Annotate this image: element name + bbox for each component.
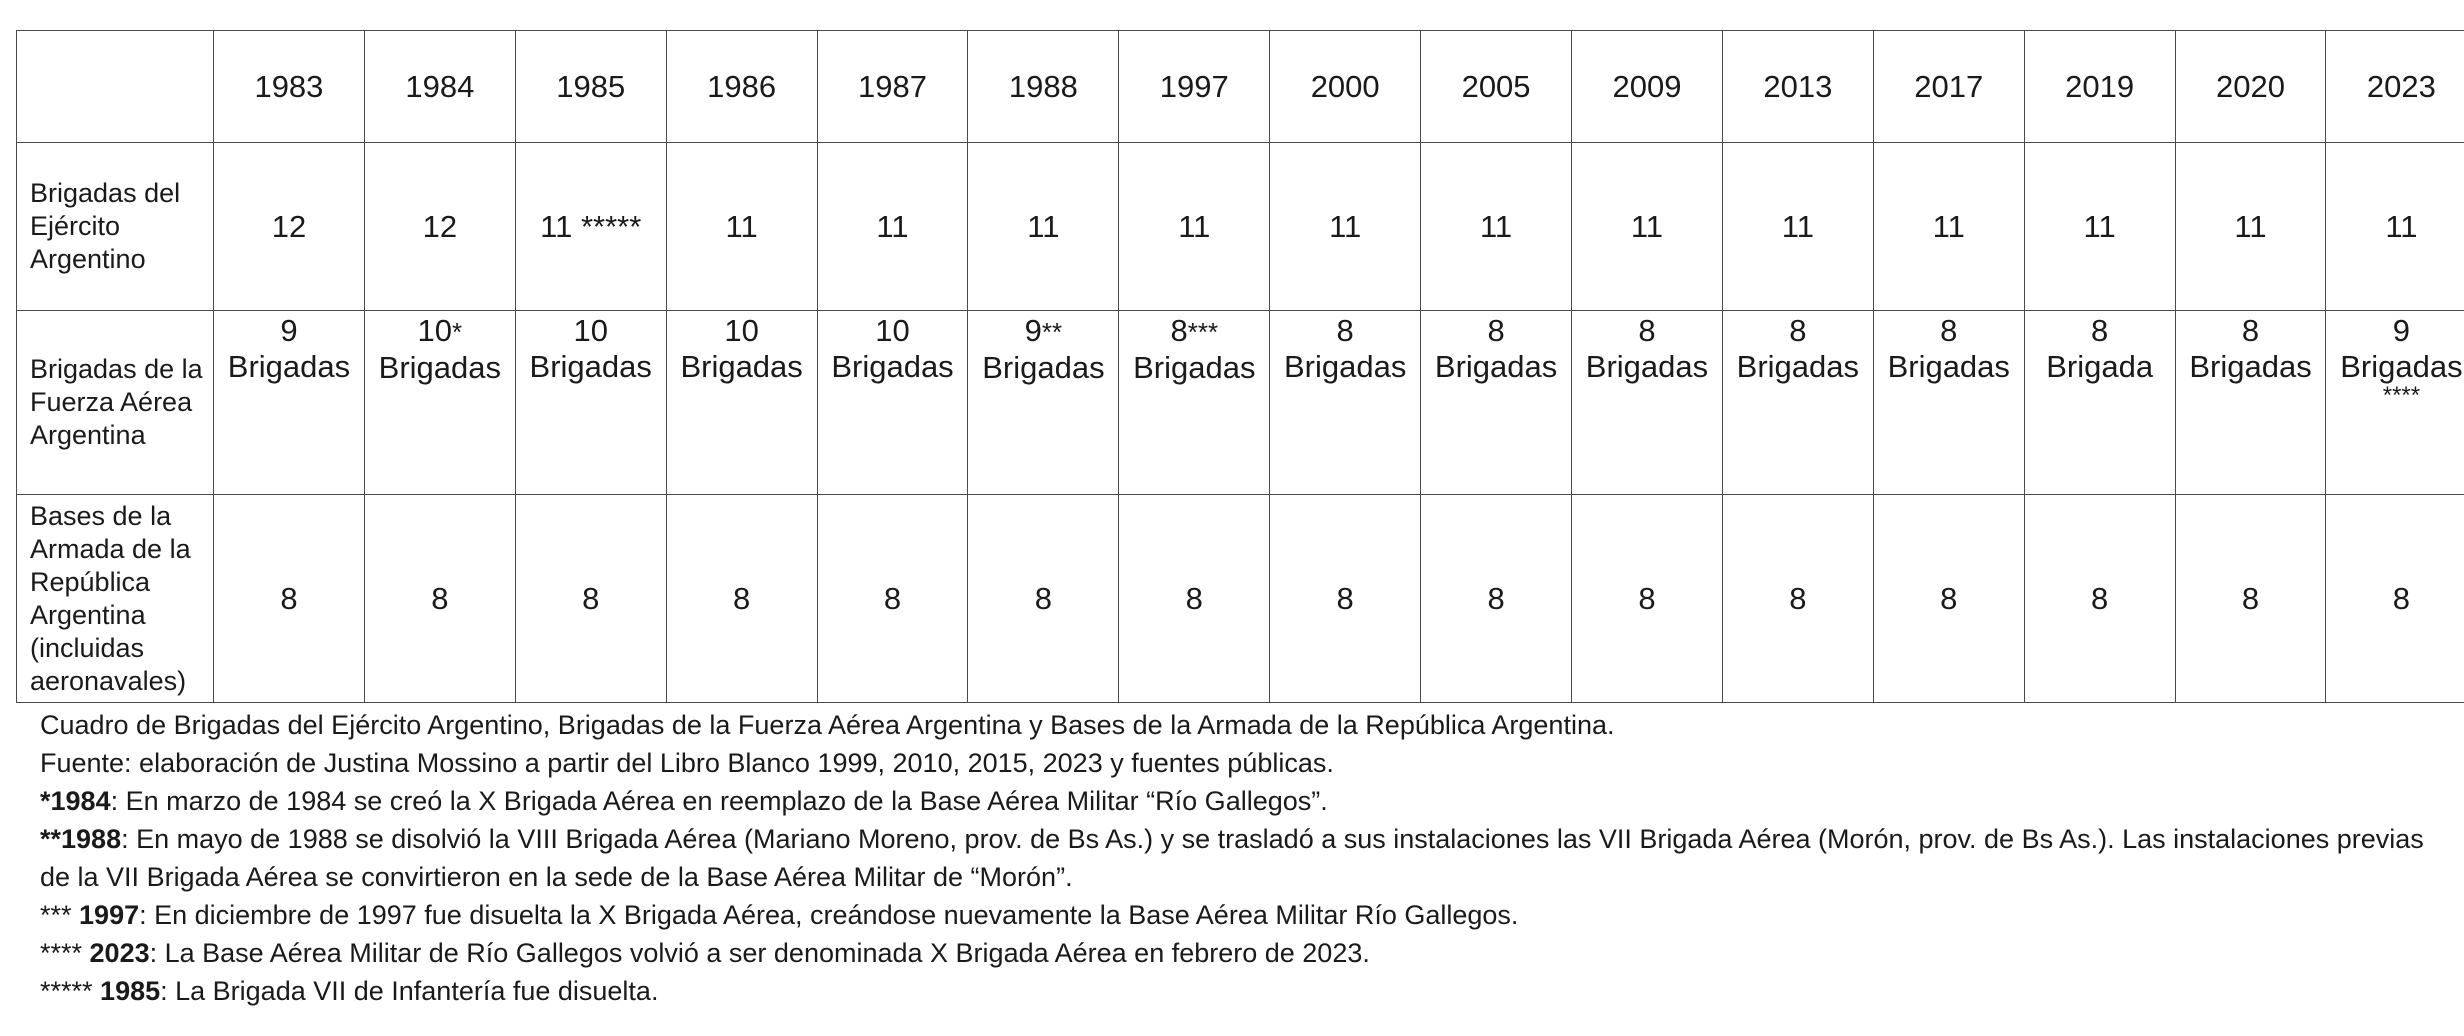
- header-row: [17, 31, 2464, 143]
- cell-unit: Brigadas: [1585, 349, 1709, 384]
- table-cell: [1722, 311, 1873, 495]
- table-row: [17, 311, 2464, 495]
- cell-unit: Brigadas: [1434, 349, 1558, 384]
- table-cell: 11: [968, 143, 1119, 311]
- cell-amount: [516, 313, 666, 349]
- footnote-marker: *: [40, 786, 51, 816]
- amount-value: 10: [875, 313, 910, 348]
- table-cell: 8: [1270, 495, 1421, 703]
- table-cell: 11: [2326, 143, 2464, 311]
- table-cell: 8: [2326, 495, 2464, 703]
- footnote: [40, 820, 2440, 896]
- table-cell: 11: [1873, 143, 2024, 311]
- year-header: 2023: [2326, 31, 2464, 143]
- cell-amount: [667, 313, 817, 349]
- amount-value: 10: [573, 313, 608, 348]
- table-cell: 8: [2024, 495, 2175, 703]
- table-cell: 8: [817, 495, 968, 703]
- table-cell: [2326, 311, 2464, 495]
- footnote-year: 1988: [61, 824, 122, 854]
- table-cell: 8: [1421, 495, 1572, 703]
- cell-amount: [968, 313, 1118, 350]
- cell-amount: [2326, 313, 2464, 349]
- year-header: 1985: [515, 31, 666, 143]
- table-cell: 11: [817, 143, 968, 311]
- table-cell: [364, 311, 515, 495]
- table-row: [17, 143, 2464, 311]
- table-cell: 8: [1119, 495, 1270, 703]
- year-header: 2005: [1421, 31, 1572, 143]
- table-cell: 8: [515, 495, 666, 703]
- year-header: 2020: [2175, 31, 2326, 143]
- cell-unit: Brigadas: [982, 350, 1105, 385]
- table-cell: [817, 311, 968, 495]
- cell-unit: Brigada: [2046, 349, 2154, 384]
- cell-unit: Brigadas: [227, 349, 351, 384]
- amount-value: 10: [724, 313, 759, 348]
- footnote-mark: **: [1041, 317, 1063, 347]
- cell-amount: [1119, 313, 1269, 350]
- footnote-year: 1984: [50, 786, 111, 816]
- year-header: 1997: [1119, 31, 1270, 143]
- year-header: 2019: [2024, 31, 2175, 143]
- cell-amount: [1572, 313, 1722, 349]
- year-header: 1988: [968, 31, 1119, 143]
- footnote: [40, 782, 2440, 820]
- footnote-mark: ****: [2382, 382, 2421, 409]
- footnote-mark: ***: [1187, 317, 1219, 347]
- footnote-marker: ****: [40, 938, 90, 968]
- amount-value: 8: [1638, 313, 1656, 348]
- cell-amount: [1723, 313, 1873, 349]
- table-cell: 8: [968, 495, 1119, 703]
- cell-amount: [2025, 313, 2175, 349]
- cell-unit: Brigadas: [2340, 349, 2463, 384]
- table-cell: 8: [2175, 495, 2326, 703]
- cell-amount: [1421, 313, 1571, 349]
- cell-amount: [818, 313, 968, 349]
- cell-unit: Brigadas: [2189, 349, 2312, 384]
- table-cell: 8: [1873, 495, 2024, 703]
- cell-unit: Brigadas: [1736, 349, 1860, 384]
- table-cell: [666, 311, 817, 495]
- table-cell: 8: [1722, 495, 1873, 703]
- footnote-marker: **: [40, 824, 62, 854]
- cell-amount: [214, 313, 364, 349]
- table-cell: 11: [1572, 143, 1723, 311]
- amount-value: 8: [1487, 313, 1505, 348]
- cell-amount: [1874, 313, 2024, 349]
- table-cell: 8: [214, 495, 365, 703]
- footnote-text: : La Brigada VII de Infantería fue disuelta.: [160, 976, 659, 1006]
- brigades-table: [16, 30, 2464, 703]
- table-cell: [515, 311, 666, 495]
- footnote-mark: *: [452, 317, 463, 347]
- table-row: [17, 495, 2464, 703]
- table-cell: 11: [1119, 143, 1270, 311]
- year-header: 2013: [1722, 31, 1873, 143]
- table-cell: 11: [1421, 143, 1572, 311]
- amount-value: 8: [1170, 313, 1188, 348]
- table-cell: [1270, 311, 1421, 495]
- amount-value: 8: [1789, 313, 1807, 348]
- table-cell: [2024, 311, 2175, 495]
- amount-value: 8: [2241, 313, 2260, 348]
- footnote-marker: ***: [40, 900, 80, 930]
- footnote-year: 1985: [100, 976, 161, 1006]
- year-header: 2017: [1873, 31, 2024, 143]
- cell-unit: Brigadas: [378, 350, 502, 385]
- table-caption: Cuadro de Brigadas del Ejército Argentino, Brigadas de la Fuerza Aérea Argentina y Bases de la Armada de la República Argentina.: [40, 710, 1615, 740]
- year-header: 1984: [364, 31, 515, 143]
- table-cell: 12: [364, 143, 515, 311]
- amount-value: 8: [1336, 313, 1354, 348]
- table-cell: 8: [666, 495, 817, 703]
- footnote: [40, 896, 2440, 934]
- amount-value: 8: [1940, 313, 1958, 348]
- table-cell: [968, 311, 1119, 495]
- footnote-text: : En diciembre de 1997 fue disuelta la X Brigada Aérea, creándose nuevamente la Base Aérea Militar Río Gallegos.: [139, 900, 1519, 930]
- amount-value: 8: [2091, 313, 2109, 348]
- table-cell: 11: [1270, 143, 1421, 311]
- amount-value: 9: [1024, 313, 1042, 348]
- table-cell: 12: [214, 143, 365, 311]
- row-label: Bases de la Armada de la República Argentina (incluidas aeronavales): [17, 495, 214, 703]
- cell-amount: [365, 313, 515, 350]
- table-cell: [214, 311, 365, 495]
- table-cell: 11: [2024, 143, 2175, 311]
- row-label: Brigadas del Ejército Argentino: [17, 143, 214, 311]
- table-cell: 11: [2175, 143, 2326, 311]
- table-cell: 11 *****: [515, 143, 666, 311]
- cell-unit: Brigadas: [1887, 349, 2010, 384]
- table-source: Fuente: elaboración de Justina Mossino a partir del Libro Blanco 1999, 2010, 2015, 2023 y fuentes públicas.: [40, 748, 1334, 778]
- table-cell: 11: [666, 143, 817, 311]
- cell-unit: Brigadas: [1133, 350, 1256, 385]
- footnote-text: : En marzo de 1984 se creó la X Brigada Aérea en reemplazo de la Base Aérea Militar “Río Gallegos”.: [110, 786, 1328, 816]
- corner-cell: [17, 31, 214, 143]
- footnote: [40, 972, 2440, 1010]
- amount-value: 10: [417, 313, 453, 348]
- amount-value: 9: [2392, 313, 2411, 348]
- table-cell: 8: [364, 495, 515, 703]
- notes-section: [40, 706, 2440, 1010]
- table-cell: [1421, 311, 1572, 495]
- year-header: 1987: [817, 31, 968, 143]
- footnote-text: : En mayo de 1988 se disolvió la VIII Brigada Aérea (Mariano Moreno, prov. de Bs As.) y se trasladó a sus instalaciones las VII Brigada Aérea (Morón, prov. de Bs As.). Las instalaciones previas de la VII Brigada Aérea se convirtieron en la sede de la Base Aérea Militar de “Morón”.: [40, 824, 2424, 892]
- footnotes: [40, 782, 2440, 1010]
- cell-unit: Brigadas: [680, 349, 803, 384]
- table-cell: [1873, 311, 2024, 495]
- footnote-text: : La Base Aérea Militar de Río Gallegos volvió a ser denominada X Brigada Aérea en febrero de 2023.: [149, 938, 1370, 968]
- cell-unit: Brigadas: [1284, 349, 1407, 384]
- footnote-marker: *****: [40, 976, 101, 1006]
- year-header: 2000: [1270, 31, 1421, 143]
- table-cell: 8: [1572, 495, 1723, 703]
- cell-amount: [2176, 313, 2326, 349]
- year-header: 1983: [214, 31, 365, 143]
- cell-unit: Brigadas: [529, 349, 652, 384]
- table-cell: 11: [1722, 143, 1873, 311]
- cell-unit: Brigadas: [831, 349, 954, 384]
- footnote-year: 2023: [89, 938, 150, 968]
- row-label: Brigadas de la Fuerza Aérea Argentina: [17, 311, 214, 495]
- footnote-year: 1997: [79, 900, 140, 930]
- amount-value: 9: [280, 313, 298, 348]
- footnote: [40, 934, 2440, 972]
- year-header: 2009: [1572, 31, 1723, 143]
- table-cell: [1119, 311, 1270, 495]
- table-cell: [2175, 311, 2326, 495]
- table-cell: [1572, 311, 1723, 495]
- cell-amount: [1270, 313, 1420, 349]
- year-header: 1986: [666, 31, 817, 143]
